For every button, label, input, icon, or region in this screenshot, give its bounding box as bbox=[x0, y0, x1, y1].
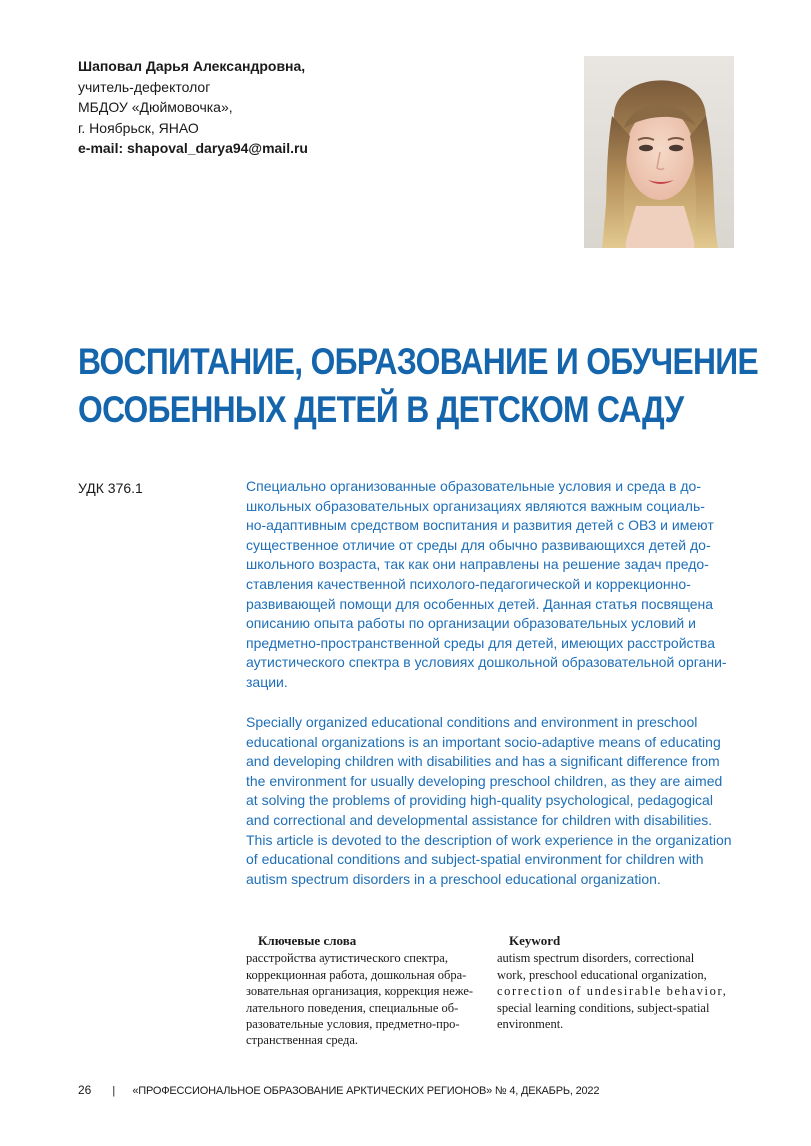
abstract-line: зации. bbox=[246, 673, 288, 690]
keyword-line: work, preschool educational organization, bbox=[497, 967, 707, 982]
keyword-line: autism spectrum disorders, correctional bbox=[497, 951, 695, 966]
author-email[interactable]: shapoval_darya94@mail.ru bbox=[127, 140, 308, 156]
abstract-line: autism spectrum disorders in a preschool educational organization. bbox=[246, 870, 661, 887]
footer-separator: | bbox=[112, 1085, 116, 1097]
author-photo bbox=[584, 56, 734, 248]
author-position: учитель-дефектолог bbox=[78, 78, 211, 95]
udk-code: УДК 376.1 bbox=[78, 480, 143, 496]
keyword-line: расстройства аутистического спектра, bbox=[246, 951, 448, 966]
author-organization: МБДОУ «Дюймовочка», bbox=[78, 99, 233, 115]
abstract-line: and correctional and developmental assistance for children with disabilities. bbox=[246, 811, 713, 828]
keyword-line: коррекционная работа, дошкольная обра- bbox=[246, 967, 467, 982]
author-block bbox=[78, 56, 308, 159]
abstract-ru bbox=[246, 477, 746, 693]
journal-name: «ПРОФЕССИОНАЛЬНОЕ ОБРАЗОВАНИЕ АРКТИЧЕСКИХ РЕГИОНОВ» № 4, ДЕКАБРЬ, 2022 bbox=[132, 1085, 600, 1097]
page-footer bbox=[78, 1083, 599, 1097]
abstract-line: развивающей помощи для особенных детей. Данная статья посвящена bbox=[246, 595, 714, 612]
abstract-line: существенное отличие от среды для обычно развивающихся детей до- bbox=[246, 536, 711, 553]
page-number: 26 bbox=[78, 1083, 92, 1097]
title-line-1: ВОСПИТАНИЕ, ОБРАЗОВАНИЕ И ОБУЧЕНИЕ bbox=[78, 341, 759, 382]
keyword-line: зовательная организация, коррекция неже- bbox=[246, 984, 474, 999]
article-title bbox=[78, 338, 759, 434]
keyword-line: correction of undesirable behavior, bbox=[497, 984, 728, 999]
abstract-line: ставления качественной психолого-педагогической и коррекционно- bbox=[246, 575, 691, 592]
keyword-line: environment. bbox=[497, 1017, 564, 1032]
keywords-heading: Keyword bbox=[509, 933, 561, 948]
keyword-line: разовательные условия, предметно-про- bbox=[246, 1017, 460, 1032]
abstract-line: описанию опыта работы по организации образовательных условий и bbox=[246, 615, 696, 632]
abstract-line: предметно-пространственной среды для детей, имеющих расстройства bbox=[246, 634, 715, 651]
abstract-en bbox=[246, 713, 746, 889]
abstract-line: школьных образовательных организациях являются важным социаль- bbox=[246, 497, 705, 514]
abstract-line: школьного возраста, так как они направлены на решение задач предо- bbox=[246, 556, 709, 573]
abstract-line: аутистического спектра в условиях дошкольной образовательной органи- bbox=[246, 654, 727, 671]
author-city: г. Ноябрьск, ЯНАО bbox=[78, 119, 199, 136]
abstract-line: at solving the problems of providing high-quality psychological, pedagogical bbox=[246, 792, 713, 809]
keyword-line: лательного поведения, специальные об- bbox=[246, 1000, 459, 1015]
keywords-heading: Ключевые слова bbox=[258, 933, 357, 948]
title-line-2: ОСОБЕННЫХ ДЕТЕЙ В ДЕТСКОМ САДУ bbox=[78, 389, 684, 430]
keywords-en bbox=[497, 933, 733, 1032]
author-name: Шаповал Дарья Александровна, bbox=[78, 58, 306, 74]
keywords-ru bbox=[246, 933, 482, 1049]
abstract-line: Специально организованные образовательные условия и среда в до- bbox=[246, 478, 701, 494]
abstract-line: но-адаптивным средством воспитания и развития детей с ОВЗ и имеют bbox=[246, 517, 714, 534]
email-label: e-mail: bbox=[78, 140, 124, 156]
abstract-line: and developing children with disabilities and has a significant difference from bbox=[246, 753, 720, 770]
abstract-line: educational organizations is an important socio-adaptive means of educating bbox=[246, 733, 721, 750]
keyword-line: странственная среда. bbox=[246, 1033, 359, 1048]
keyword-line: special learning conditions, subject-spatial bbox=[497, 1000, 710, 1015]
author-email-line bbox=[78, 138, 308, 159]
abstract-line: This article is devoted to the description of work experience in the organization bbox=[246, 831, 732, 848]
abstract-line: of educational conditions and subject-spatial environment for children with bbox=[246, 851, 704, 868]
abstract-line: the environment for usually developing preschool children, as they are aimed bbox=[246, 772, 723, 789]
abstract-line: Specially organized educational conditions and environment in preschool bbox=[246, 714, 698, 730]
